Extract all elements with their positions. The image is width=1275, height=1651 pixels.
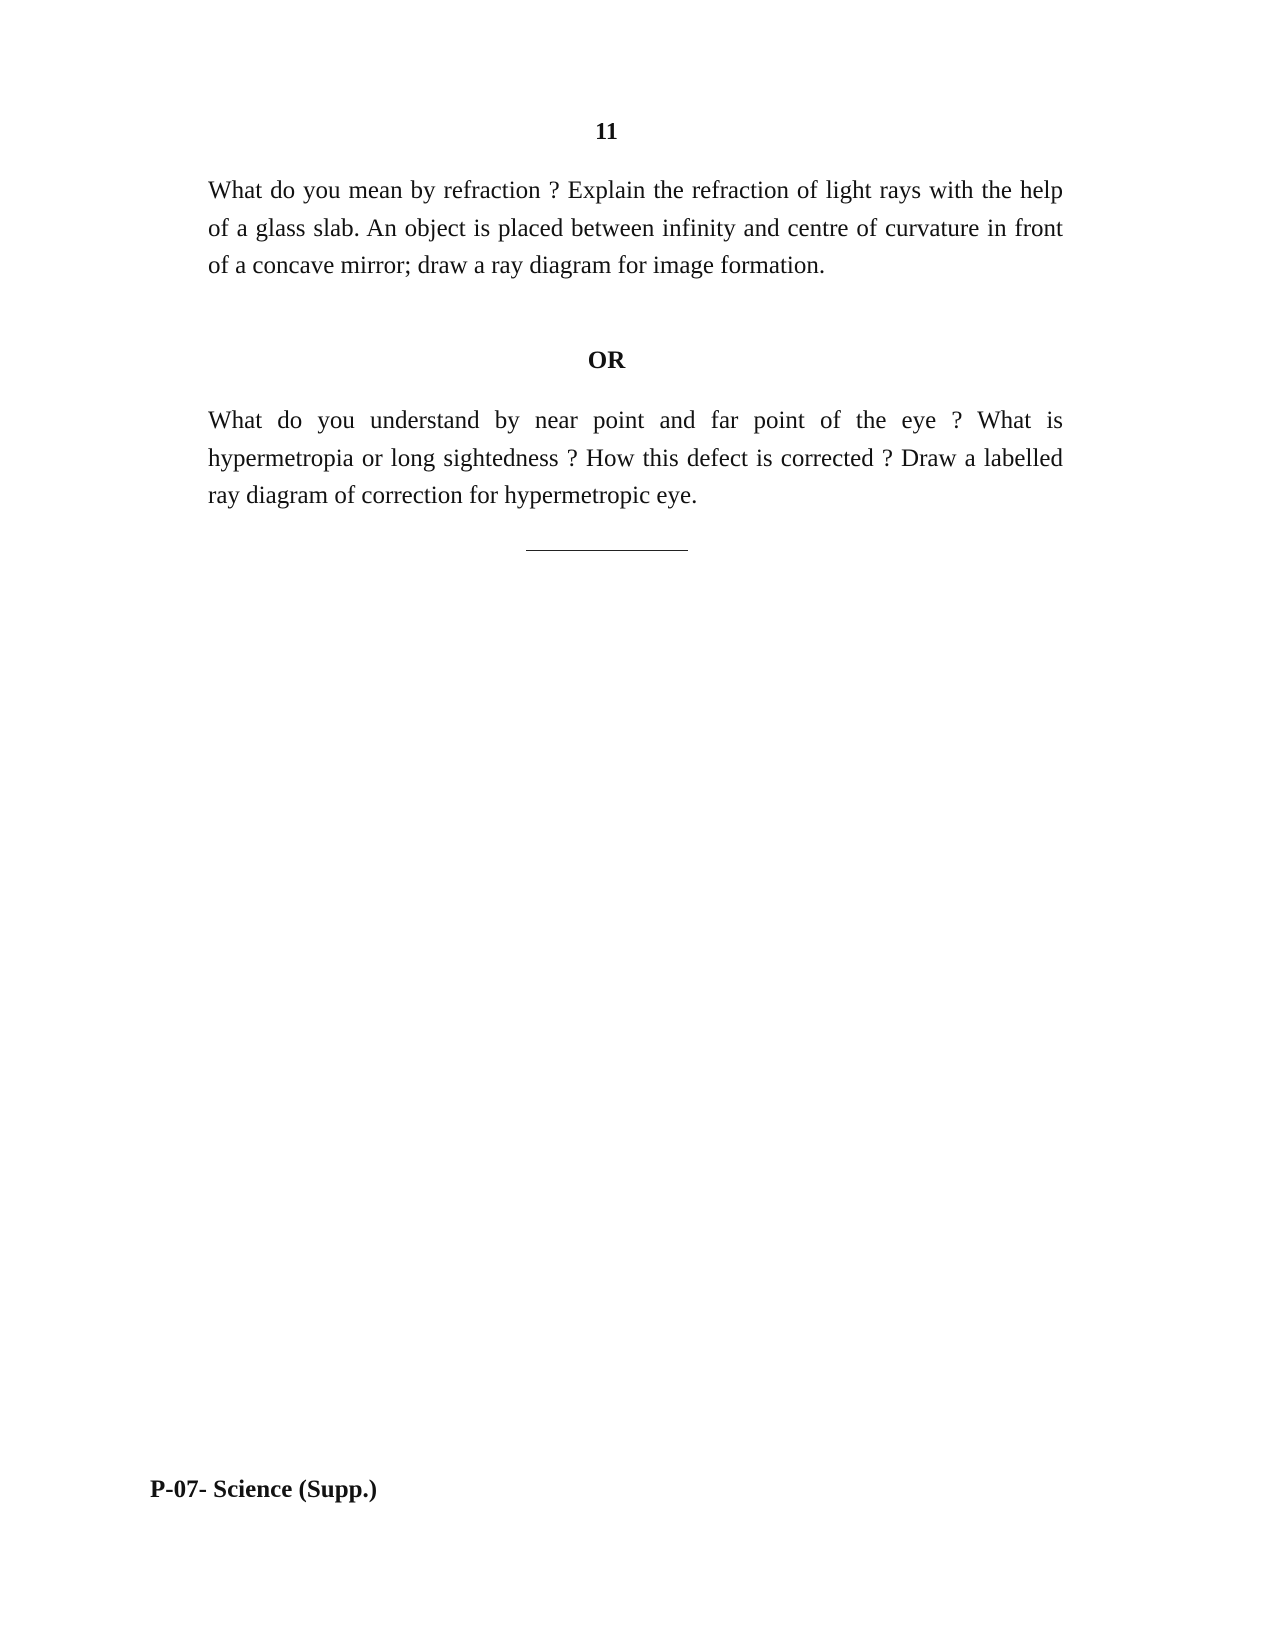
page-number: 11 [595,119,618,145]
or-divider: OR [587,347,626,374]
question-alternative: What do you understand by near point and far point of the eye ? What is hypermetropia or long sightedness ? How this defect is corrected ? Draw a labelled ray diagram of correction for hypermetropic eye. [208,407,1063,509]
paper-code: P-07- Science (Supp.) [150,1476,378,1503]
question-primary: What do you mean by refraction ? Explain the refraction of light rays with the help of a glass slab. An object is placed between infinity and centre of curvature in front of a concave mirror; draw a ray diagram for image formation. [208,177,1063,279]
end-of-question-rule [526,550,688,551]
